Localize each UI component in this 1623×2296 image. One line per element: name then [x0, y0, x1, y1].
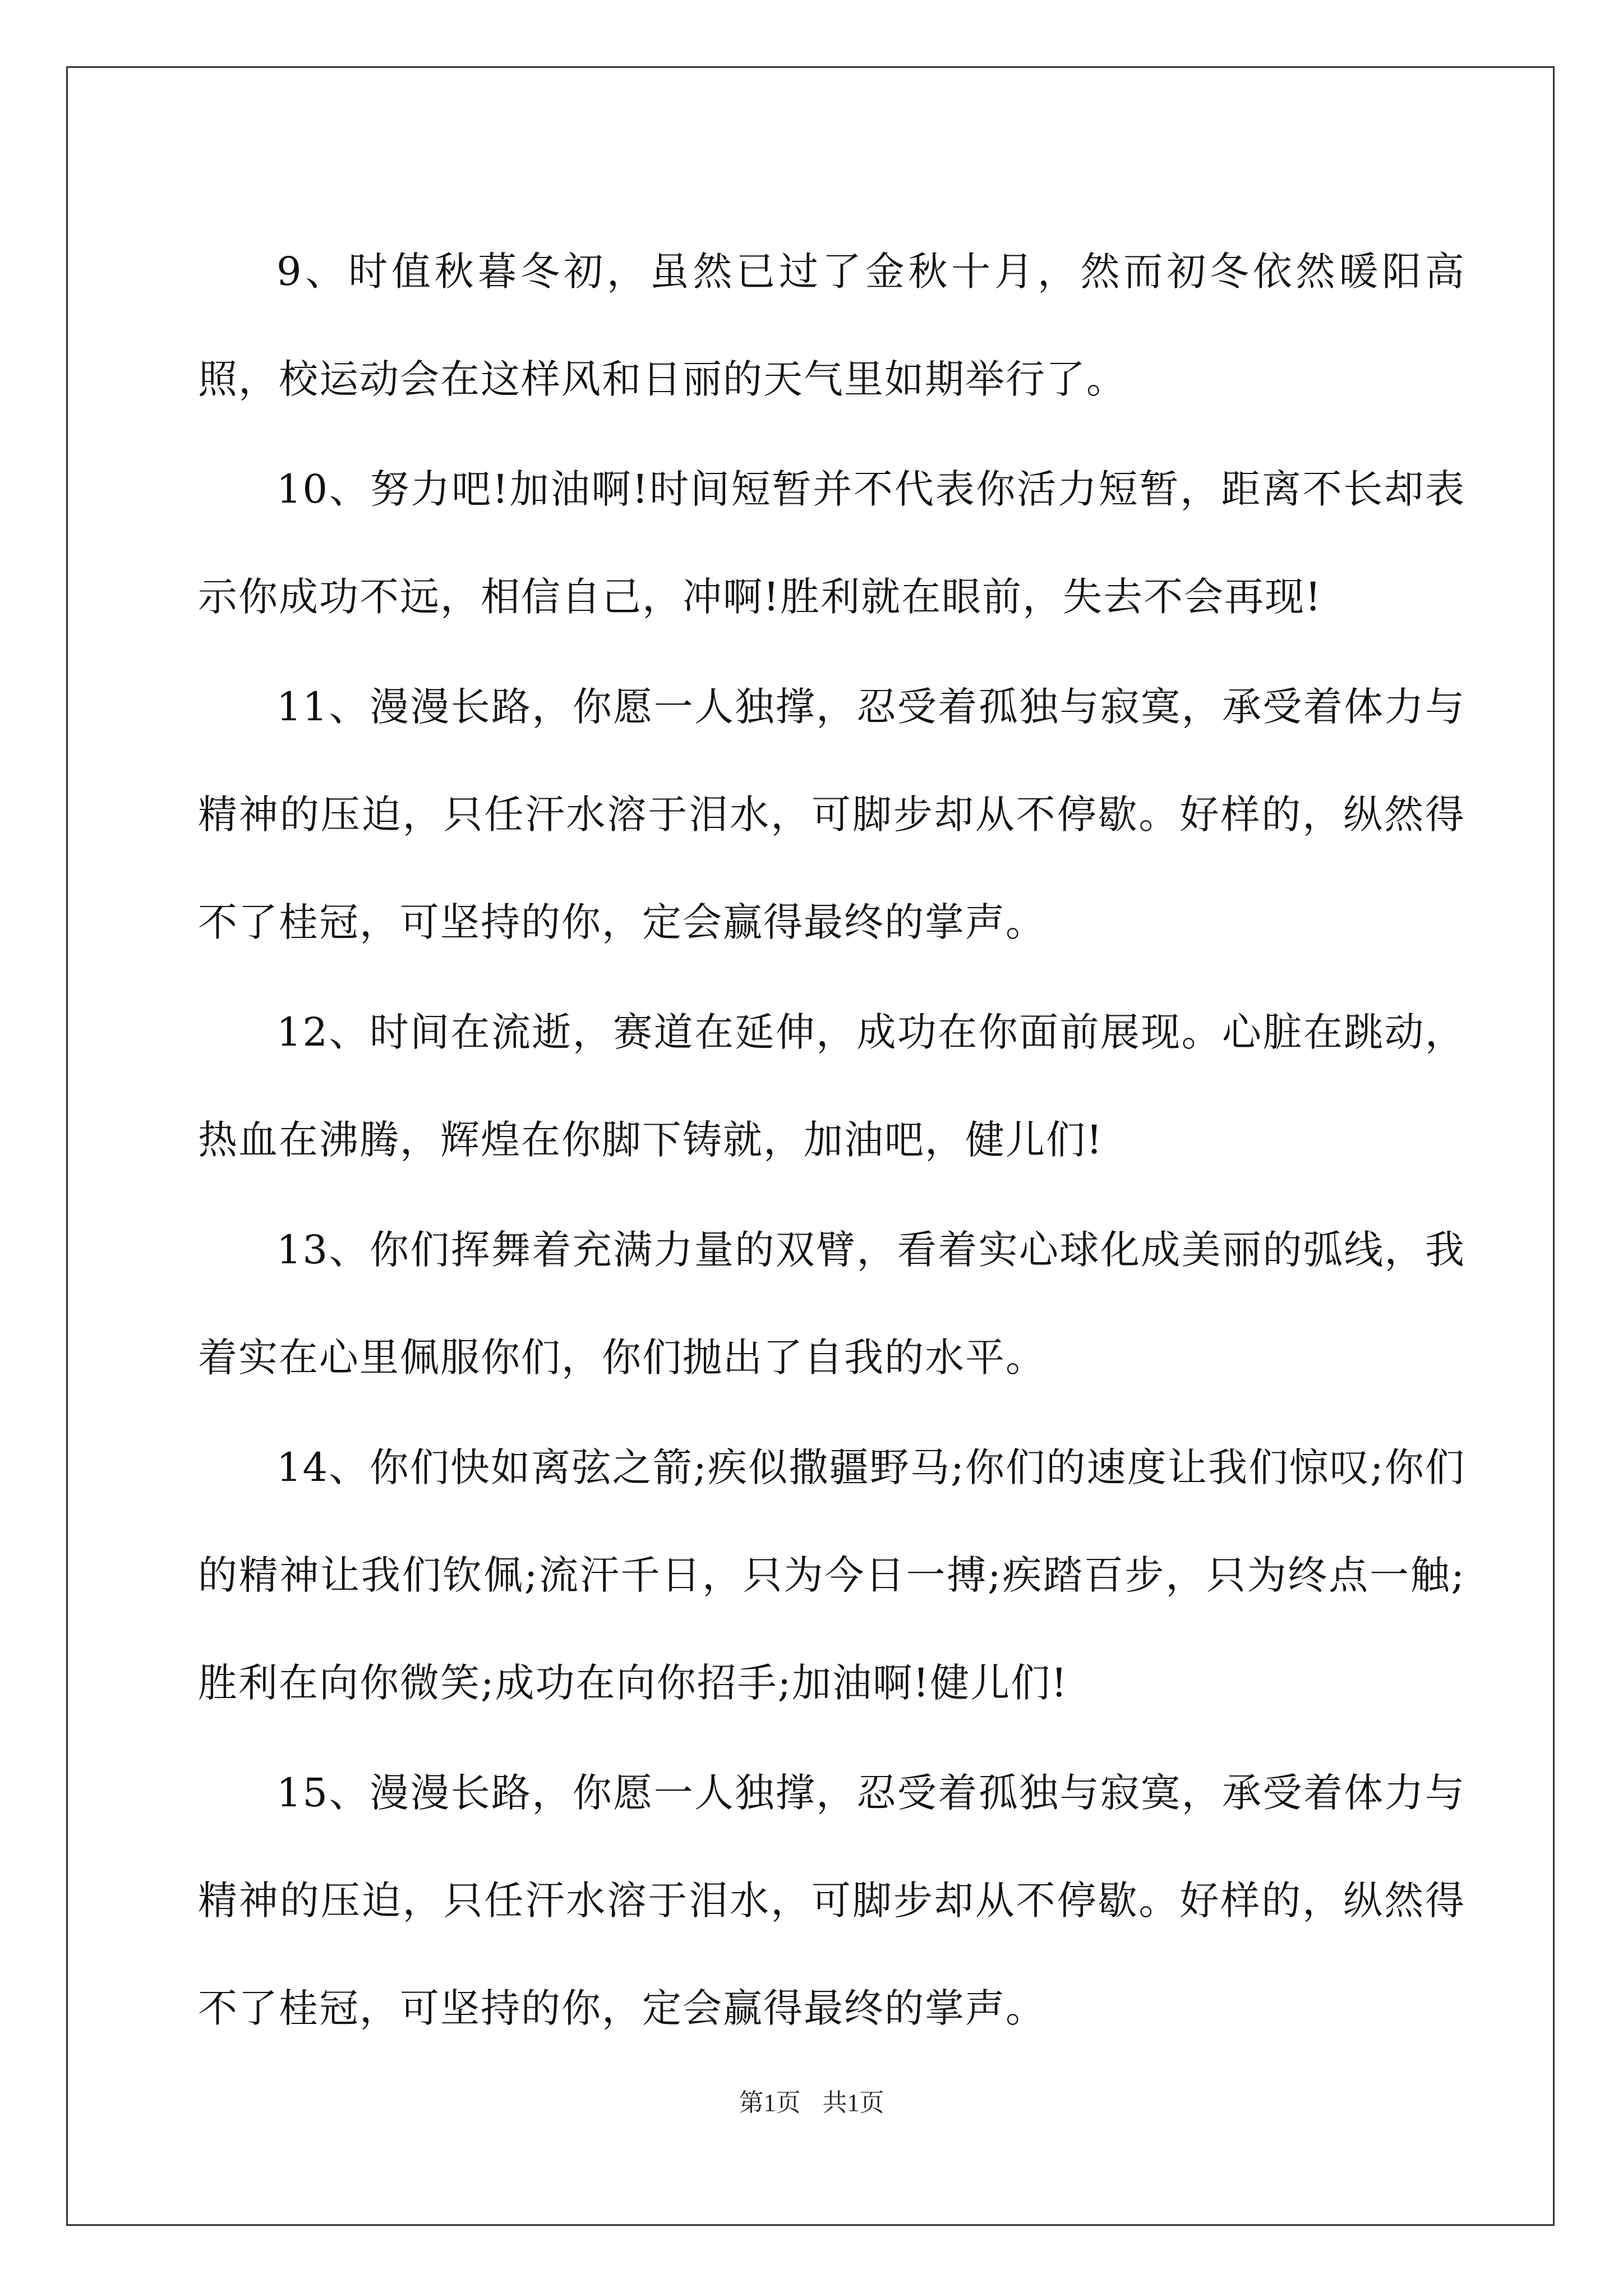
page-number-current: 第1页 — [739, 2089, 801, 2116]
paragraph-11: 11、漫漫长路，你愿一人独撑，忍受着孤独与寂寞，承受着体力与精神的压迫，只任汗水溶于泪水，可脚步却从不停歇。好样的，纵然得不了桂冠，可坚持的你，定会赢得最终的掌声。 — [198, 684, 1465, 945]
paragraph-13: 13、你们挥舞着充满力量的双臂，看着实心球化成美丽的弧线，我着实在心里佩服你们，你们抛出了自我的水平。 — [198, 1227, 1465, 1381]
page-number-total: 共1页 — [822, 2089, 884, 2116]
page-footer — [0, 2082, 1623, 2118]
document-body — [198, 218, 1465, 2064]
paragraph-15: 15、漫漫长路，你愿一人独撑，忍受着孤独与寂寞，承受着体力与精神的压迫，只任汗水溶于泪水，可脚步却从不停歇。好样的，纵然得不了桂冠，可坚持的你，定会赢得最终的掌声。 — [198, 1770, 1465, 2031]
paragraph-14: 14、你们快如离弦之箭;疾似撒疆野马;你们的速度让我们惊叹;你们的精神让我们钦佩;流汗千日，只为今日一搏;疾踏百步，只为终点一触;胜利在向你微笑;成功在向你招手;加油啊!健儿们! — [198, 1444, 1465, 1706]
paragraph-12: 12、时间在流逝，赛道在延伸，成功在你面前展现。心脏在跳动，热血在沸腾，辉煌在你脚下铸就，加油吧，健儿们! — [198, 1009, 1465, 1163]
paragraph-10: 10、努力吧!加油啊!时间短暂并不代表你活力短暂，距离不长却表示你成功不远，相信自己，冲啊!胜利就在眼前，失去不会再现! — [198, 466, 1465, 620]
paragraph-9: 9、时值秋暮冬初，虽然已过了金秋十月，然而初冬依然暖阳高照，校运动会在这样风和日丽的天气里如期举行了。 — [198, 249, 1465, 402]
